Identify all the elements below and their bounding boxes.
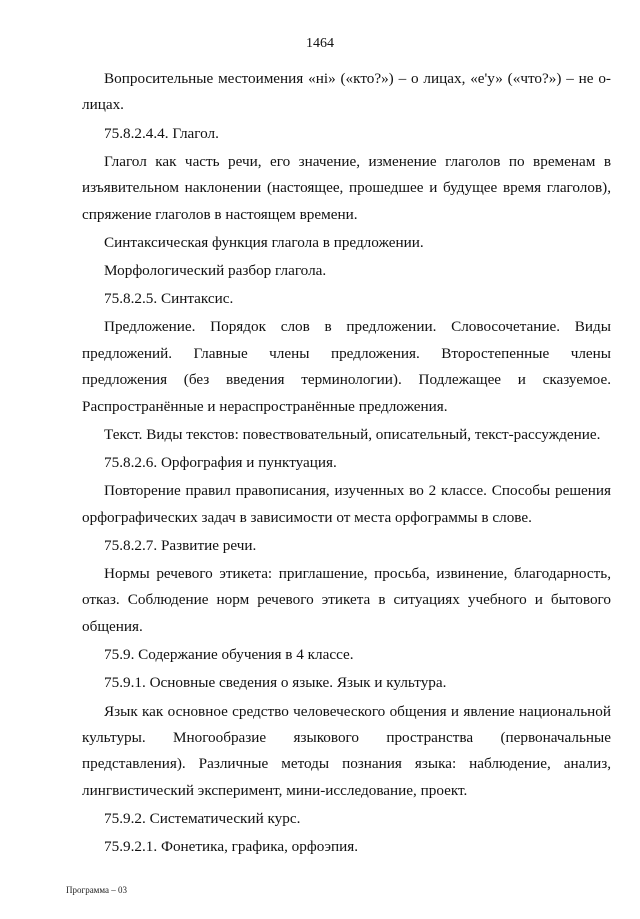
heading-orthography: 75.8.2.6. Орфография и пунктуация.	[104, 454, 337, 472]
paragraph-language: Язык как основное средство человеческого общения и явление национальной культуры. Многообразие языкового пространства (первоначальные представления). Различные методы познания языка: наблюдение, анализ, лингвистический эксперимент, мини-исследование, проект.	[82, 702, 611, 799]
paragraph-verb-analysis: Морфологический разбор глагола.	[104, 262, 327, 280]
paragraph-orthography: Повторение правил правописания, изученных во 2 классе. Способы решения орфографических задач в зависимости от места орфограммы в слове.	[82, 482, 611, 526]
page-number: 1464	[306, 36, 334, 51]
heading-verb: 75.8.2.4.4. Глагол.	[104, 124, 219, 142]
paragraph-etiquette: Нормы речевого этикета: приглашение, просьба, извинение, благодарность, отказ. Соблюдение норм речевого этикета в ситуациях учебного и бытового общения.	[82, 565, 611, 635]
heading-syntax: 75.8.2.5. Синтаксис.	[104, 290, 234, 308]
heading-speech-development: 75.8.2.7. Развитие речи.	[104, 536, 257, 554]
heading-phonetics: 75.9.2.1. Фонетика, графика, орфоэпия.	[104, 838, 359, 856]
heading-systematic-course: 75.9.2. Систематический курс.	[104, 809, 301, 827]
paragraph-verb-syntax-function: Синтаксическая функция глагола в предложении.	[104, 233, 424, 251]
paragraph-pronouns: Вопросительные местоимения «ні» («кто?») – о лицах, «е'у» («что?») – не о-лицах.	[82, 70, 611, 114]
paragraph-sentence: Предложение. Порядок слов в предложении. Словосочетание. Виды предложений. Главные члены предложения. Второстепенные члены предложения (без введения терминологии). Подлежащее и сказуемое. Распространённые и нераспространённые предложения.	[82, 318, 611, 415]
document-body	[82, 66, 611, 862]
heading-language-culture: 75.9.1. Основные сведения о языке. Язык и культура.	[104, 674, 447, 692]
heading-grade-4: 75.9. Содержание обучения в 4 классе.	[104, 646, 354, 664]
paragraph-text-types: Текст. Виды текстов: повествовательный, описательный, текст-рассуждение.	[104, 425, 601, 443]
page-footer: Программа – 03	[66, 885, 128, 895]
paragraph-verb: Глагол как часть речи, его значение, изменение глаголов по временам в изъявительном наклонении (настоящее, прошедшее и будущее время глаголов), спряжение глаголов в настоящем времени.	[82, 152, 611, 223]
